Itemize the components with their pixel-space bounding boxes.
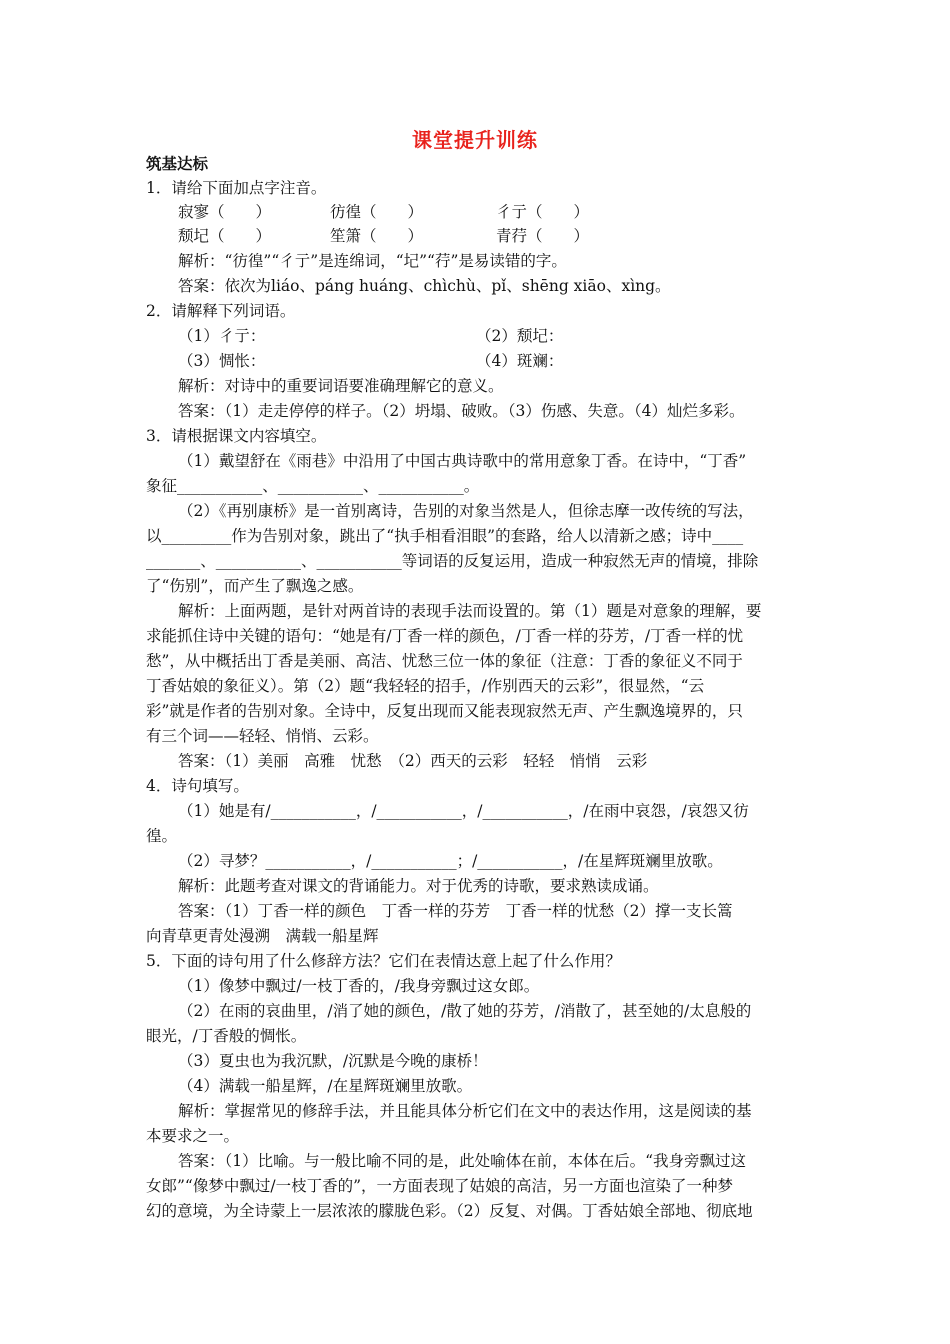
q3-text: 以_________作为告别对象，跳出了“执手相看泪眼”的套路，给人以清新之感；诗中____ (146, 527, 744, 545)
q5-stem: 5．下面的诗句用了什么修辞方法？它们在表情达意上起了什么作用？ (146, 952, 621, 970)
q3-text: （1）戴望舒在《雨巷》中沿用了中国古典诗歌中的常用意象丁香。在诗中，“丁香” (178, 452, 747, 470)
q3-text: （2）《再别康桥》是一首别离诗，告别的对象当然是人，但徐志摩一改传统的写法， (178, 502, 754, 520)
q2-stem: 2．请解释下列词语。 (146, 302, 296, 320)
q3-analysis: 解析：上面两题，是针对两首诗的表现手法而设置的。第（1）题是对意象的理解，要 (178, 602, 762, 620)
q3-analysis: 丁香姑娘的象征义）。第（2）题“我轻轻的招手，/作别西天的云彩”，很显然，“云 (146, 677, 705, 695)
q1-item: 彷徨（ ） (330, 203, 424, 221)
q2-item: （2）颓圮： (476, 327, 564, 345)
q3-analysis: 求能抓住诗中关键的语句：“她是有/丁香一样的颜色，/丁香一样的芬芳，/丁香一样的忧 (146, 627, 744, 645)
q3-text: 了“伤别”，而产生了飘逸之感。 (146, 577, 364, 595)
q2-analysis: 解析：对诗中的重要词语要准确理解它的意义。 (178, 377, 504, 395)
q1-answer: 答案：依次为liáo、páng huáng、chìchù、pǐ、shēng xiāo、xìng。 (178, 277, 671, 295)
q4-stem: 4．诗句填写。 (146, 777, 249, 795)
q3-analysis: 有三个词——轻轻、悄悄、云彩。 (146, 727, 379, 745)
q2-item: （1）彳亍： (178, 327, 266, 345)
q4-text: （2）寻梦？___________，/___________；/___________，/在星辉斑斓里放歌。 (178, 852, 723, 870)
q5-item: （4）满载一船星辉，/在星辉斑斓里放歌。 (178, 1077, 473, 1095)
q5-item: （2）在雨的哀曲里，/消了她的颜色，/散了她的芬芳，/消散了，甚至她的/太息般的 (178, 1002, 752, 1020)
q5-item: 眼光，/丁香般的惆怅。 (146, 1027, 307, 1045)
q5-answer: 女郎”“像梦中飘过/一枝丁香的”，一方面表现了姑娘的高洁，另一方面也渲染了一种梦 (146, 1177, 733, 1195)
q3-analysis: 彩”就是作者的告别对象。全诗中，反复出现而又能表现寂然无声、产生飘逸境界的，只 (146, 702, 743, 720)
q2-item: （3）惆怅： (178, 352, 266, 370)
q5-answer: 幻的意境，为全诗蒙上一层浓浓的朦胧色彩。（2）反复、对偶。丁香姑娘全部地、彻底地 (146, 1202, 753, 1220)
q5-answer: 答案：（1）比喻。与一般比喻不同的是，此处喻体在前，本体在后。“我身旁飘过这 (178, 1152, 747, 1170)
q5-analysis: 本要求之一。 (146, 1127, 240, 1145)
section-heading: 筑基达标 (146, 154, 209, 173)
q5-item: （3）夏虫也为我沉默，/沉默是今晚的康桥！ (178, 1052, 488, 1070)
q4-text: （1）她是有/___________，/___________，/___________，/在雨中哀怨，/哀怨又彷 (178, 802, 749, 820)
page-title: 课堂提升训练 (412, 128, 538, 152)
q1-analysis: 解析：“彷徨”“彳亍”是连绵词，“圮”“荇”是易读错的字。 (178, 252, 567, 270)
q5-analysis: 解析：掌握常见的修辞手法，并且能具体分析它们在文中的表达作用，这是阅读的基 (178, 1102, 752, 1120)
q3-answer: 答案：（1）美丽 高雅 忧愁 （2）西天的云彩 轻轻 悄悄 云彩 (178, 752, 648, 770)
q2-item: （4）斑斓： (476, 352, 564, 370)
q3-stem: 3．请根据课文内容填空。 (146, 427, 327, 445)
q4-text: 徨。 (146, 827, 178, 845)
q1-item: 颓圮（ ） (178, 227, 272, 245)
q1-item: 寂寥（ ） (178, 203, 272, 221)
q1-item: 彳亍（ ） (496, 203, 590, 221)
q1-item: 笙箫（ ） (330, 227, 424, 245)
q4-answer: 向青草更青处漫溯 满载一船星辉 (146, 927, 379, 945)
q3-analysis: 愁”，从中概括出丁香是美丽、高洁、忧愁三位一体的象征（注意：丁香的象征义不同于 (146, 652, 743, 670)
q4-analysis: 解析：此题考查对课文的背诵能力。对于优秀的诗歌，要求熟读成诵。 (178, 877, 659, 895)
q4-answer: 答案：（1）丁香一样的颜色 丁香一样的芬芳 丁香一样的忧愁（2）撑一支长篙 (178, 902, 733, 920)
q5-item: （1）像梦中飘过/一枝丁香的，/我身旁飘过这女郎。 (178, 977, 540, 995)
q2-answer: 答案：（1）走走停停的样子。（2）坍塌、破败。（3）伤感、失意。（4）灿烂多彩。 (178, 402, 745, 420)
q3-text: _______、___________、___________等词语的反复运用，造成一种寂然无声的情境，排除 (146, 552, 759, 570)
q1-item: 青荇（ ） (496, 227, 590, 245)
q3-text: 象征___________、___________、___________。 (146, 477, 480, 495)
q1-stem: 1．请给下面加点字注音。 (146, 179, 327, 197)
